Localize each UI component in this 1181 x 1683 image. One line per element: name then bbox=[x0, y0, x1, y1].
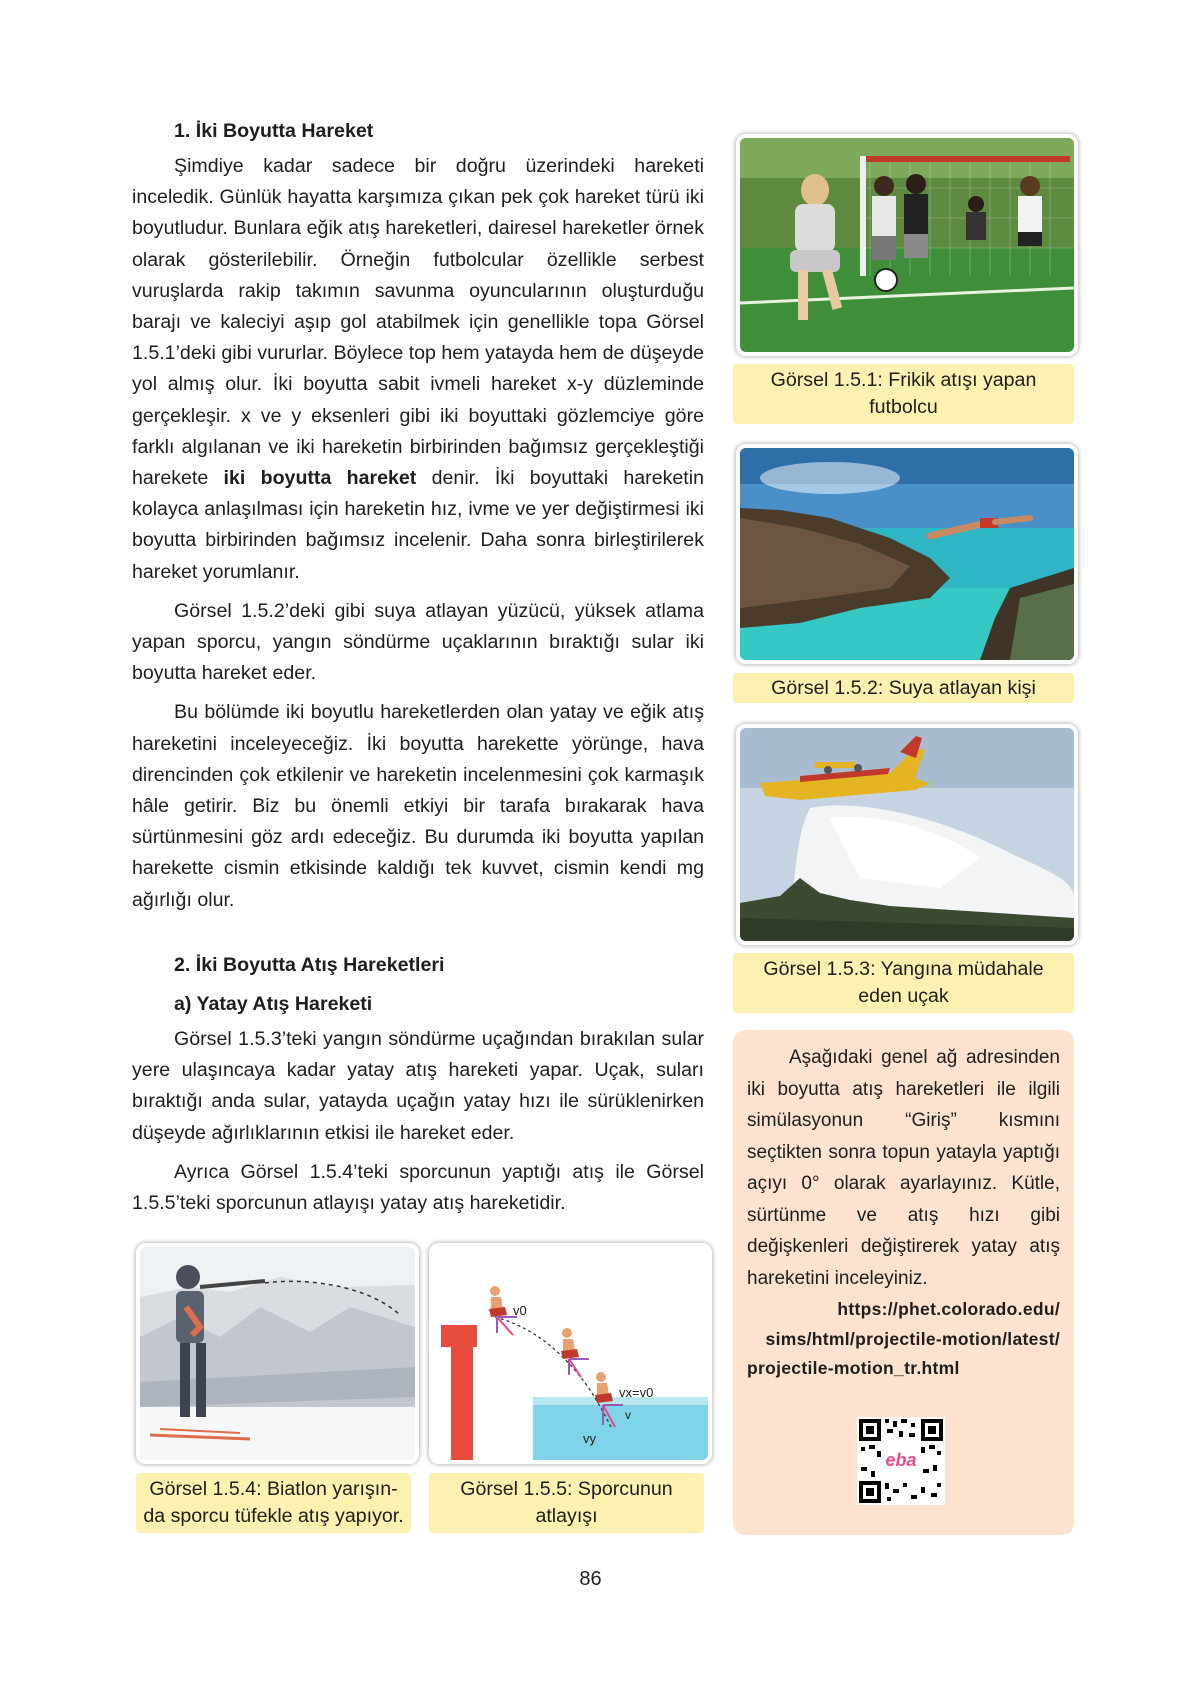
info-text: Aşağıdaki genel ağ adresinden iki boyutta atış hareketleri ile ilgili simülasyonun “Giriş” kısmını seçtikten sonra topun yatayla yaptığı açıyı 0° olarak ayarlayınız. Kütle, sürtünme ve atış hızı gibi değişkenleri değiştirerek yatay atış hareketini inceleyiniz. bbox=[747, 1047, 1060, 1289]
jumper-1 bbox=[489, 1286, 507, 1317]
caption-photo-2: Görsel 1.5.2: Suya atlayan kişi bbox=[733, 673, 1074, 703]
page-number: 86 bbox=[579, 1568, 602, 1590]
jump-trajectory-diagram bbox=[433, 1247, 708, 1460]
tower bbox=[451, 1347, 473, 1460]
key-term: iki boyutta hareket bbox=[223, 467, 417, 490]
eba-logo: eba bbox=[883, 1447, 919, 1473]
caption-photo-5: Görsel 1.5.5: Sporcunun atlayışı bbox=[429, 1473, 704, 1533]
label-vx-equals-v0: vx=v0 bbox=[619, 1385, 654, 1400]
water bbox=[533, 1397, 708, 1460]
url-line-3[interactable]: projectile-motion_tr.html bbox=[747, 1358, 960, 1378]
section-2-subheading: a) Yatay Atış Hareketi bbox=[174, 993, 373, 1015]
section-1-heading: 1. İki Boyutta Hareket bbox=[174, 120, 374, 142]
diver-illustration bbox=[740, 448, 1074, 660]
tower-top bbox=[441, 1325, 477, 1347]
jumper-3 bbox=[595, 1372, 613, 1403]
firefighting-plane-illustration bbox=[740, 728, 1074, 941]
section-2-paragraph-1: Görsel 1.5.3’teki yangın söndürme uçağından bırakılan sular yere ulaşıncaya kadar yatay atış hareketi yapar. Uçak, suları bıraktığı anda sular, yatayda uçağın yatay hızı ile sürüklenirken düşeyde ağırlıklarının etkisi ile hareket eder. bbox=[132, 1028, 704, 1144]
label-vy: vy bbox=[583, 1431, 596, 1446]
caption-photo-4: Görsel 1.5.4: Biatlon yarışın- da sporcu tüfekle atış yapıyor. bbox=[136, 1473, 411, 1533]
photo-free-kick bbox=[736, 134, 1078, 356]
section-1-paragraph-2: Görsel 1.5.2’deki gibi suya atlayan yüzücü, yüksek atlama yapan sporcu, yangın söndürme uçaklarının bıraktığı sular iki boyutta hareket eder. bbox=[132, 599, 704, 685]
simulation-url[interactable] bbox=[747, 1295, 1060, 1384]
biathlon-illustration bbox=[140, 1247, 415, 1460]
url-line-1[interactable]: https://phet.colorado.edu/ bbox=[837, 1299, 1060, 1319]
section-2-heading: 2. İki Boyutta Atış Hareketleri bbox=[174, 954, 445, 976]
photo-firefighting-plane bbox=[736, 724, 1078, 945]
section-2 bbox=[132, 950, 704, 1227]
section-1-paragraph-1: Şimdiye kadar sadece bir doğru üzerindeki hareketi inceledik. Günlük hayatta karşımıza çıkan pek çok hareket türü iki boyutludur. Bunlara eğik atış hareketleri, dairesel hareketler örnek olarak gösterilebilir. Örneğin futbolcular özellikle serbest vuruşlarda rakip takımın savunma oyuncularının oluşturduğu barajı ve kaleciyi aşıp gol atabilmek için genellikle topa Görsel 1.5.1’deki gibi vururlar. Böylece top hem yatayda hem de düşeyde yol almış olur. İki boyutta sabit ivmeli hareket x-y düzleminde gerçekleşir. x ve y eksenleri gibi iki boyuttaki gözlemciye göre farklı algılanan ve iki hareketin birbirinden bağımsız gerçekleştiği harekete iki boyutta hareket denir. İki boyuttaki hareketin kolayca anlaşılması için hareketin hız, ivme ve yer değiştirmesi iki boyutta birbirinden bağımsız incelenir. Daha sonra birleştirilerek hareket yorumlanır. bbox=[132, 155, 704, 583]
caption-photo-3: Görsel 1.5.3: Yangına müdahale eden uçak bbox=[733, 953, 1074, 1013]
section-1-paragraph-3: Bu bölümde iki boyutlu hareketlerden olan yatay ve eğik atış hareketini inceleyeceğiz. İki boyutta harekette yörünge, hava direncinden çok etkilenir ve hareketin incelenmesini çok karmaşık hâle getirir. Biz bu önemli etkiyi bir tarafa bırakarak hava sürtünmesini göz ardı edeceğiz. Bu durumda iki boyutta yapılan harekette cismin etkisinde kaldığı tek kuvvet, cismin kendi mg ağırlığı olur. bbox=[132, 701, 704, 911]
diagram-horizontal-jump bbox=[429, 1243, 712, 1464]
label-v0: v0 bbox=[513, 1303, 527, 1318]
caption-photo-1: Görsel 1.5.1: Frikik atışı yapan futbolcu bbox=[733, 364, 1074, 424]
free-kick-illustration bbox=[740, 138, 1074, 352]
section-1 bbox=[132, 116, 704, 924]
section-2-paragraph-2: Ayrıca Görsel 1.5.4’teki sporcunun yaptığı atış ile Görsel 1.5.5’teki sporcunun atlayışı yatay atış hareketidir. bbox=[132, 1160, 704, 1215]
photo-biathlon bbox=[136, 1243, 419, 1464]
photo-diver bbox=[736, 444, 1078, 664]
url-line-2[interactable]: sims/html/projectile-motion/latest/ bbox=[765, 1328, 1060, 1349]
label-v: v bbox=[625, 1408, 631, 1422]
jumper-2 bbox=[561, 1328, 579, 1359]
simulation-info-box bbox=[733, 1030, 1074, 1535]
qr-code[interactable] bbox=[857, 1417, 945, 1505]
